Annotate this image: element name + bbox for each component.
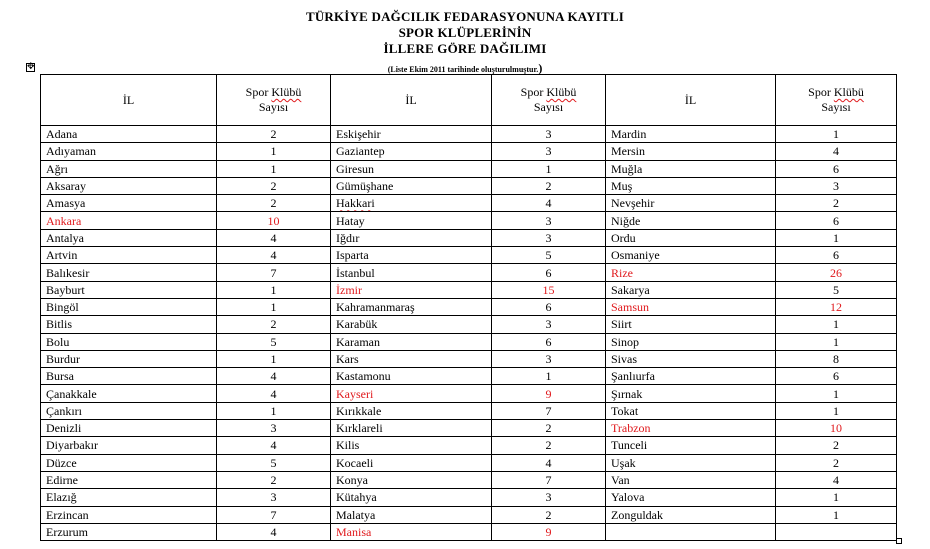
header-club-count (776, 75, 897, 126)
club-count: 6 (776, 368, 897, 385)
club-count: 1 (776, 126, 897, 143)
club-count: 1 (217, 350, 331, 367)
club-count: 6 (492, 298, 606, 315)
club-count: 1 (776, 489, 897, 506)
club-count: 3 (492, 212, 606, 229)
club-count: 2 (492, 420, 606, 437)
province-name: Bayburt (41, 281, 217, 298)
club-count: 2 (217, 126, 331, 143)
province-name: Uşak (606, 454, 776, 471)
table-row (41, 454, 897, 471)
club-count: 1 (776, 316, 897, 333)
province-name: Balıkesir (41, 264, 217, 281)
club-count: 2 (217, 316, 331, 333)
province-name: Edirne (41, 471, 217, 488)
province-name: Iğdır (331, 229, 492, 246)
province-name: Siirt (606, 316, 776, 333)
club-count: 3 (492, 316, 606, 333)
province-name: Kastamonu (331, 368, 492, 385)
province-name: Artvin (41, 247, 217, 264)
province-name: Kilis (331, 437, 492, 454)
province-name: Denizli (41, 420, 217, 437)
province-name: Karaman (331, 333, 492, 350)
table-row (41, 298, 897, 315)
header-klubu: Klübü (271, 85, 302, 99)
club-count: 1 (776, 333, 897, 350)
club-count: 6 (492, 264, 606, 281)
province-name: Isparta (331, 247, 492, 264)
table-row (41, 489, 897, 506)
club-count: 7 (217, 264, 331, 281)
club-count: 2 (217, 195, 331, 212)
table-row (41, 368, 897, 385)
province-name: Çankırı (41, 402, 217, 419)
province-name: Konya (331, 471, 492, 488)
club-count: 10 (776, 420, 897, 437)
province-name: Tokat (606, 402, 776, 419)
club-count: 1 (217, 160, 331, 177)
club-count: 3 (492, 126, 606, 143)
province-name: Kırıkkale (331, 402, 492, 419)
table-row (41, 247, 897, 264)
table-row (41, 177, 897, 194)
province-name: İzmir (331, 281, 492, 298)
table-row (41, 523, 897, 540)
province-name (331, 195, 492, 212)
table-row (41, 316, 897, 333)
table-row (41, 212, 897, 229)
province-name: Kahramanmaraş (331, 298, 492, 315)
club-count: 5 (492, 247, 606, 264)
province-name: Kırklareli (331, 420, 492, 437)
club-count: 1 (217, 298, 331, 315)
club-count: 3 (217, 420, 331, 437)
province-name: Antalya (41, 229, 217, 246)
header-klubu: Klübü (546, 85, 577, 99)
club-count: 4 (492, 454, 606, 471)
table-row (41, 385, 897, 402)
club-count: 2 (492, 177, 606, 194)
province-name: Gümüşhane (331, 177, 492, 194)
club-count: 1 (217, 143, 331, 160)
document-title-line-1: TÜRKİYE DAĞCILIK FEDARASYONUNA KAYITLI (305, 9, 625, 24)
table-row (41, 143, 897, 160)
club-count: 6 (492, 333, 606, 350)
table-row (41, 160, 897, 177)
date-note-text: (Liste Ekim 2011 tarihinde oluşturulmuştur. (387, 65, 539, 74)
club-count: 12 (776, 298, 897, 315)
club-count: 4 (217, 523, 331, 540)
table-row (41, 264, 897, 281)
club-count: 6 (776, 212, 897, 229)
club-count: 3 (492, 143, 606, 160)
header-sayisi: Sayısı (533, 100, 564, 114)
province-name: Kocaeli (331, 454, 492, 471)
club-count: 3 (217, 489, 331, 506)
table-row (41, 126, 897, 143)
club-count: 4 (217, 368, 331, 385)
province-name: Gaziantep (331, 143, 492, 160)
header-sayisi: Sayısı (258, 100, 289, 114)
province-name: Rize (606, 264, 776, 281)
province-name: Şırnak (606, 385, 776, 402)
table-row (41, 437, 897, 454)
province-name: Kars (331, 350, 492, 367)
province-name: Düzce (41, 454, 217, 471)
province-name: Bingöl (41, 298, 217, 315)
club-count: 1 (776, 402, 897, 419)
club-count: 15 (492, 281, 606, 298)
club-count: 4 (217, 385, 331, 402)
province-name: Malatya (331, 506, 492, 523)
table-row (41, 350, 897, 367)
province-name: Bursa (41, 368, 217, 385)
club-count: 3 (492, 229, 606, 246)
header-club-count (492, 75, 606, 126)
club-count: 9 (492, 385, 606, 402)
province-name: Adana (41, 126, 217, 143)
club-count: 4 (217, 437, 331, 454)
table-header-row (41, 75, 897, 126)
club-count: 3 (776, 177, 897, 194)
province-name: Zonguldak (606, 506, 776, 523)
province-name: Kayseri (331, 385, 492, 402)
province-name: Trabzon (606, 420, 776, 437)
province-name: Nevşehir (606, 195, 776, 212)
table-body (41, 126, 897, 541)
province-name: Osmaniye (606, 247, 776, 264)
club-count: 4 (217, 247, 331, 264)
club-count: 7 (492, 471, 606, 488)
province-name: Bitlis (41, 316, 217, 333)
province-name: Mersin (606, 143, 776, 160)
province-name: Giresun (331, 160, 492, 177)
club-count (776, 523, 897, 540)
club-count: 7 (217, 506, 331, 523)
province-name: Amasya (41, 195, 217, 212)
province-name: Elazığ (41, 489, 217, 506)
club-count: 1 (776, 385, 897, 402)
province-name: Hatay (331, 212, 492, 229)
province-name: Adıyaman (41, 143, 217, 160)
club-count: 2 (217, 177, 331, 194)
club-count: 2 (776, 195, 897, 212)
province-name: Karabük (331, 316, 492, 333)
province-name: Kütahya (331, 489, 492, 506)
province-name: Niğde (606, 212, 776, 229)
club-count: 1 (776, 229, 897, 246)
club-count: 2 (217, 471, 331, 488)
club-count: 5 (776, 281, 897, 298)
header-spor: Spor (520, 85, 544, 99)
club-count: 1 (492, 160, 606, 177)
table-row (41, 281, 897, 298)
clubs-by-province-table (40, 74, 897, 541)
province-name: Ankara (41, 212, 217, 229)
club-count: 4 (217, 229, 331, 246)
province-name: Erzincan (41, 506, 217, 523)
date-note-close-paren: ) (538, 61, 543, 75)
club-count: 10 (217, 212, 331, 229)
club-count: 2 (492, 506, 606, 523)
table-row (41, 402, 897, 419)
table-row (41, 229, 897, 246)
province-name: Eskişehir (331, 126, 492, 143)
header-province: İL (331, 75, 492, 126)
club-count: 2 (492, 437, 606, 454)
table-move-handle-icon[interactable]: ✥ (27, 62, 35, 72)
club-count: 5 (217, 333, 331, 350)
province-name: Ağrı (41, 160, 217, 177)
club-count: 7 (492, 402, 606, 419)
province-name: Muğla (606, 160, 776, 177)
province-name: Sivas (606, 350, 776, 367)
header-klubu: Klübü (833, 85, 864, 99)
province-name: Samsun (606, 298, 776, 315)
header-spor: Spor (808, 85, 831, 99)
province-name: Şanlıurfa (606, 368, 776, 385)
province-name: Van (606, 471, 776, 488)
club-count: 9 (492, 523, 606, 540)
province-name: Ordu (606, 229, 776, 246)
club-count: 1 (217, 402, 331, 419)
province-name: Tunceli (606, 437, 776, 454)
province-name: Muş (606, 177, 776, 194)
club-count: 4 (776, 143, 897, 160)
province-name: Erzurum (41, 523, 217, 540)
club-count: 6 (776, 160, 897, 177)
table-row (41, 333, 897, 350)
document-title-line-3: İLLERE GÖRE DAĞILIMI (383, 41, 547, 56)
province-name: Sakarya (606, 281, 776, 298)
club-count: 2 (776, 454, 897, 471)
province-name (606, 523, 776, 540)
club-count: 26 (776, 264, 897, 281)
province-name: Diyarbakır (41, 437, 217, 454)
table-row (41, 195, 897, 212)
province-name: Bolu (41, 333, 217, 350)
club-count: 4 (492, 195, 606, 212)
table-resize-handle[interactable] (896, 538, 902, 544)
header-province: İL (606, 75, 776, 126)
header-club-count (217, 75, 331, 126)
province-name: Sinop (606, 333, 776, 350)
table-row (41, 420, 897, 437)
club-count: 1 (217, 281, 331, 298)
club-count: 1 (776, 506, 897, 523)
club-count: 5 (217, 454, 331, 471)
header-spor: Spor (245, 85, 269, 99)
province-name: Aksaray (41, 177, 217, 194)
province-name: Yalova (606, 489, 776, 506)
table-row (41, 506, 897, 523)
province-name: Mardin (606, 126, 776, 143)
province-name: İstanbul (331, 264, 492, 281)
club-count: 3 (492, 350, 606, 367)
document-title-line-2: SPOR KLÜPLERİNİN (398, 25, 532, 40)
club-count: 8 (776, 350, 897, 367)
province-name: Burdur (41, 350, 217, 367)
club-count: 2 (776, 437, 897, 454)
header-province: İL (41, 75, 217, 126)
province-name: Manisa (331, 523, 492, 540)
club-count: 1 (492, 368, 606, 385)
club-count: 6 (776, 247, 897, 264)
province-name: Çanakkale (41, 385, 217, 402)
header-sayisi: Sayısı (821, 100, 851, 114)
province-name-text: Hakkari (336, 196, 375, 211)
club-count: 3 (492, 489, 606, 506)
table-row (41, 471, 897, 488)
club-count: 4 (776, 471, 897, 488)
